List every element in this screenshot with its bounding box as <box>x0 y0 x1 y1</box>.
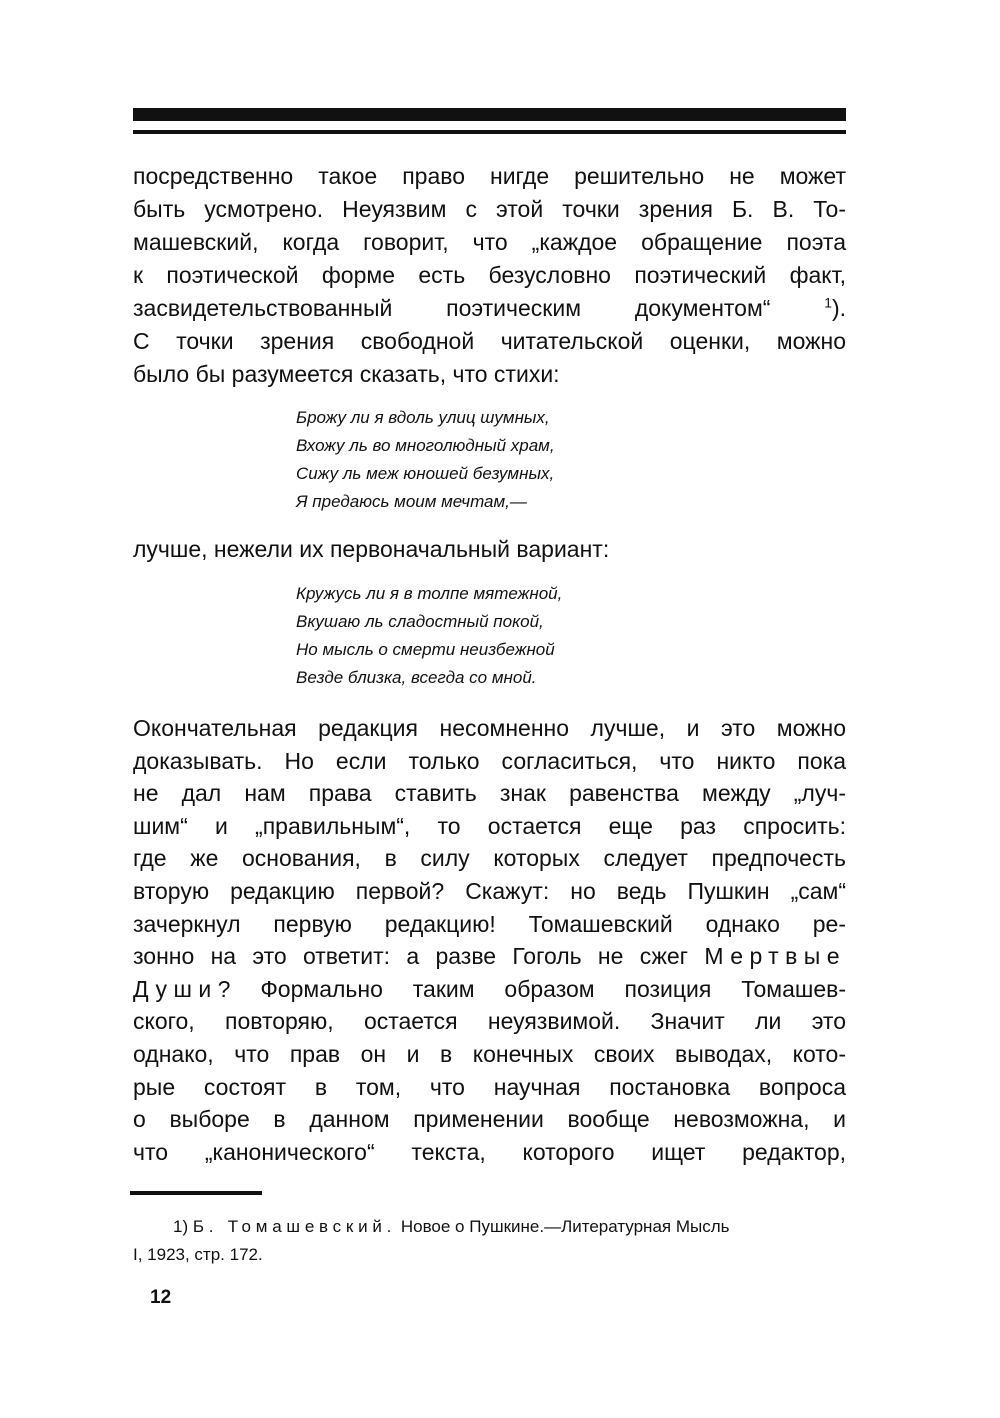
page-number: 12 <box>150 1287 172 1308</box>
poem-original-version <box>296 580 562 692</box>
text-line: Окончательная редакция несомненно лучше, и это можно <box>133 715 846 741</box>
text-line: к поэтической форме есть безусловно поэтический факт, <box>133 262 846 288</box>
text-line-with-title <box>133 940 846 973</box>
text-segment: зонно на это ответит: а разве Гоголь не сжег <box>133 943 689 970</box>
verse-line: Кружусь ли я в толпе мятежной, <box>296 584 563 603</box>
text-segment: засвидетельствованный поэтическим документом“ <box>133 295 771 321</box>
verse-line: Вхожу ль во многолюдный храм, <box>296 436 555 455</box>
book-title-part1: Мертвые <box>704 943 847 970</box>
verse-line: Я предаюсь моим мечтам,— <box>296 492 527 511</box>
footnote-reference: 1 <box>824 295 832 311</box>
text-segment: ? Формально таким образом позиция Томашев- <box>217 975 846 1002</box>
text-line: однако, что прав он и в конечных своих выводах, кото- <box>133 1040 846 1067</box>
footnote-separator <box>130 1191 262 1195</box>
text-line-with-title <box>133 973 846 1006</box>
text-line: быть усмотрено. Неуязвим с этой точки зрения Б. В. То- <box>133 196 846 222</box>
text-line: не дал нам права ставить знак равенства между „луч- <box>133 780 846 807</box>
text-line: шим“ и „правильным“, то остается еще раз спросить: <box>133 812 846 839</box>
verse-line: Вкушаю ль сладостный покой, <box>296 612 544 631</box>
footnote-line <box>133 1213 846 1241</box>
text-line: рые состоят в том, что научная постановка вопроса <box>133 1073 846 1100</box>
poem-final-version <box>296 404 555 516</box>
text-line: ского, повторяю, остается неуязвимой. Значит ли это <box>133 1008 846 1035</box>
text-line: что „канонического“ текста, которого ищет редактор, <box>133 1138 846 1165</box>
text-line: зачеркнул первую редакцию! Томашевский однако ре- <box>133 910 846 937</box>
text-line: машевский, когда говорит, что „каждое обращение поэта <box>133 229 846 255</box>
header-rule-thin <box>133 130 846 134</box>
paragraph-3 <box>133 712 846 1168</box>
header-rule-thick <box>133 108 846 121</box>
text-line: где же основания, в силу которых следует предпочесть <box>133 845 846 872</box>
book-title-part2: Души <box>133 975 218 1002</box>
footnote-reference-tail: ). <box>831 295 846 321</box>
text-line-with-footnote <box>133 292 846 325</box>
text-line: лучше, нежели их первоначальный вариант: <box>133 536 610 562</box>
paragraph-1 <box>133 160 846 391</box>
text-line: было бы разумеется сказать, что стихи: <box>133 361 560 387</box>
text-line: С точки зрения свободной читательской оценки, можно <box>133 328 846 354</box>
text-line: доказывать. Но если только согласиться, что никто пока <box>133 747 846 774</box>
verse-line: Сижу ль меж юношей безумных, <box>296 464 555 483</box>
footnote-line: I, 1923, стр. 172. <box>133 1245 263 1264</box>
text-line: посредственно такое право нигде решительно не может <box>133 163 846 189</box>
footnote-source: Новое о Пушкине.—Литературная Мысль <box>400 1217 730 1236</box>
verse-line: Брожу ли я вдоль улиц шумных, <box>296 408 550 427</box>
footnote-author: Б. Томашевский. <box>192 1217 397 1236</box>
footnote-marker: 1) <box>173 1217 189 1236</box>
text-line: о выборе в данном применении вообще невозможна, и <box>133 1106 846 1133</box>
verse-line: Но мысль о смерти неизбежной <box>296 640 555 659</box>
verse-line: Везде близка, всегда со мной. <box>296 668 537 687</box>
paragraph-2 <box>133 533 846 566</box>
text-line: вторую редакцию первой? Скажут: но ведь Пушкин „сам“ <box>133 877 846 904</box>
footnote <box>133 1213 846 1269</box>
